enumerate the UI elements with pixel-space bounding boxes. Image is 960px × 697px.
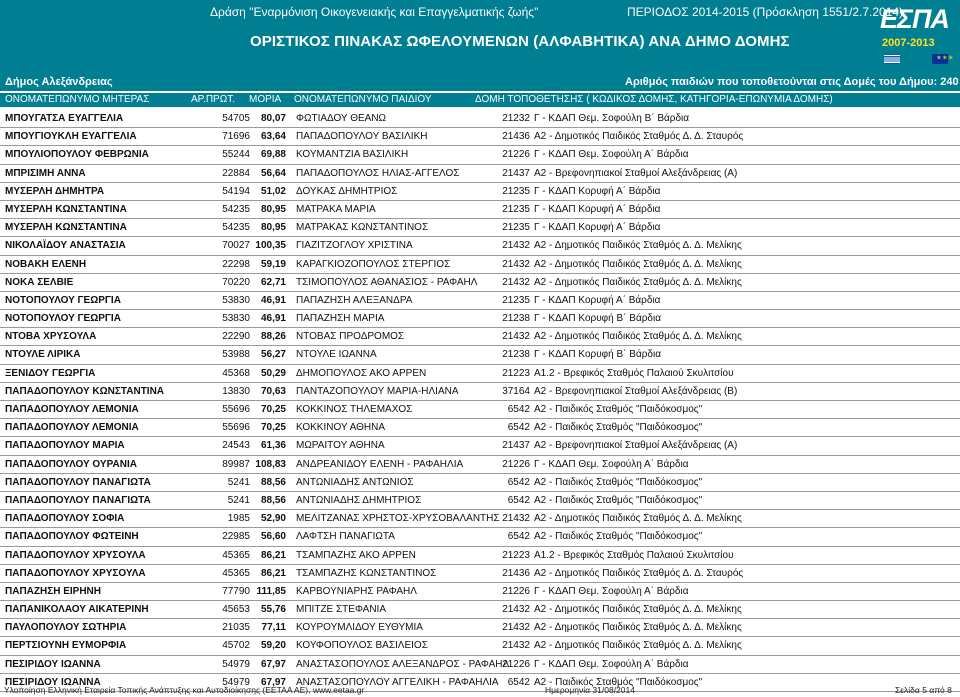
structure-code: 6542 [507, 404, 530, 415]
child-name: ΠΑΝΤΑΖΟΠΟΥΛΟΥ ΜΑΡΙΑ-ΗΛΙΑΝΑ [296, 385, 459, 397]
child-name: ΤΣΑΜΠΑΖΗΣ ΚΩΝΣΤΑΝΤΙΝΟΣ [296, 567, 437, 579]
score-value: 55,76 [260, 604, 286, 616]
mother-name: ΝΟΚΑ ΣΕΛΒΙΕ [5, 276, 74, 288]
score-value: 70,25 [260, 404, 286, 415]
child-name: ΜΑΤΡΑΚΑ ΜΑΡΙΑ [296, 203, 376, 215]
structure-name: Α2 - Δημοτικός Παιδικός Σταθμός Δ. Δ. Μελίκης [534, 604, 742, 616]
table-row [0, 601, 960, 619]
table-row [0, 583, 960, 601]
child-name: ΑΝΔΡΕΑΝΙΔΟΥ ΕΛΕΝΗ - ΡΑΦΑΗΛΙΑ [296, 458, 464, 470]
table-header [0, 92, 960, 107]
table-row [0, 510, 960, 528]
table-row [0, 274, 960, 292]
child-name: ΠΑΠΑΖΗΣΗ ΜΑΡΙΑ [296, 313, 385, 325]
structure-code: 37164 [502, 385, 530, 397]
score-value: 63,64 [260, 131, 286, 143]
structure-code: 21432 [502, 258, 530, 270]
child-name: ΓΙΑΖΙΤΖΟΓΛΟΥ ΧΡΙΣΤΙΝΑ [296, 240, 413, 252]
score-value: 70,63 [260, 385, 286, 397]
structure-code: 21238 [502, 349, 530, 361]
structure-code: 21432 [502, 513, 530, 525]
protocol-number: 89987 [222, 458, 250, 470]
program-name: Δράση "Εναρμόνιση Οικογενειακής και Επαγγελματικής ζωής" [210, 5, 539, 19]
protocol-number: 45368 [222, 367, 250, 379]
beneficiaries-table [0, 110, 960, 692]
municipality-name: Δήμος Αλεξάνδρειας [5, 76, 113, 88]
structure-code: 21432 [502, 640, 530, 652]
structure-code: 21437 [502, 440, 530, 452]
score-value: 50,29 [260, 367, 286, 379]
table-row [0, 310, 960, 328]
structure-name: Α2 - Δημοτικός Παιδικός Σταθμός Δ. Δ. Μελίκης [534, 513, 742, 525]
structure-code: 21226 [502, 149, 530, 161]
structure-name: Γ - ΚΔΑΠ Θεμ. Σοφούλη Α΄ Βάρδια [534, 585, 689, 597]
protocol-number: 53988 [222, 349, 250, 361]
mother-name: ΜΥΣΕΡΛΗ ΚΩΝΣΤΑΝΤΙΝΑ [5, 222, 127, 234]
structure-name: Γ - ΚΔΑΠ Θεμ. Σοφούλη Β΄ Βάρδια [534, 113, 690, 124]
protocol-number: 54194 [222, 185, 250, 197]
structure-code: 21437 [502, 167, 530, 179]
structure-name: Α2 - Παιδικός Σταθμός "Παιδόκοσμος" [534, 422, 703, 434]
structure-name: Α1.2 - Βρεφικός Σταθμός Παλαιού Σκυλιτσίου [534, 367, 734, 379]
child-name: ΠΑΠΑΖΗΣΗ ΑΛΕΞΑΝΔΡΑ [296, 294, 413, 306]
protocol-number: 45365 [222, 567, 250, 579]
score-value: 56,64 [260, 167, 286, 179]
score-value: 62,71 [260, 276, 286, 288]
child-name: ΔΗΜΟΠΟΥΛΟΣ ΑΚΟ ΑΡΡΕΝ [296, 367, 427, 379]
child-name: ΜΠΙΤΖΕ ΣΤΕΦΑΝΙΑ [296, 604, 386, 616]
mother-name: ΜΥΣΕΡΛΗ ΚΩΝΣΤΑΝΤΙΝΑ [5, 203, 127, 215]
structure-name: Α2 - Δημοτικός Παιδικός Σταθμός Δ. Δ. Σταυρός [534, 567, 744, 579]
protocol-number: 55696 [222, 422, 250, 434]
column-header-structure: ΔΟΜΗ ΤΟΠΟΘΕΤΗΣΗΣ ( ΚΩΔΙΚΟΣ ΔΟΜΗΣ, ΚΑΤΗΓΟΡΙΑ-ΕΠΩΝΥΜΙΑ ΔΟΜΗΣ) [475, 94, 833, 105]
municipality-bar [0, 74, 960, 91]
mother-name: ΠΑΠΑΔΟΠΟΥΛΟΥ ΜΑΡΙΑ [5, 440, 125, 452]
mother-name: ΠΕΣΙΡΙΔΟΥ ΙΩΑΝΝΑ [5, 658, 101, 670]
score-value: 67,97 [260, 676, 286, 688]
score-value: 80,95 [260, 222, 286, 234]
mother-name: ΠΑΠΑΔΟΠΟΥΛΟΥ ΚΩΝΣΤΑΝΤΙΝΑ [5, 385, 165, 397]
mother-name: ΠΑΠΑΔΟΠΟΥΛΟΥ ΛΕΜΟΝΙΑ [5, 404, 139, 415]
child-name: ΤΣΙΜΟΠΟΥΛΟΣ ΑΘΑΝΑΣΙΟΣ - ΡΑΦΑΗΛ [296, 276, 478, 288]
column-header-protocol: ΑΡ.ΠΡΩΤ. [191, 94, 235, 105]
score-value: 51,02 [260, 185, 286, 197]
structure-code: 21232 [502, 113, 530, 124]
mother-name: ΠΑΠΑΔΟΠΟΥΛΟΥ ΧΡΥΣΟΥΛΑ [5, 549, 146, 561]
mother-name: ΝΟΤΟΠΟΥΛΟΥ ΓΕΩΡΓΙΑ [5, 294, 121, 306]
child-name: ΜΑΤΡΑΚΑΣ ΚΩΝΣΤΑΝΤΙΝΟΣ [296, 222, 429, 234]
protocol-number: 54979 [222, 676, 250, 688]
child-name: ΝΤΟΥΛΕ ΙΩΑΝΝΑ [296, 349, 377, 361]
table-row [0, 237, 960, 255]
table-row [0, 346, 960, 364]
greek-flag-icon [884, 54, 900, 64]
child-name: ΛΑΦΤΣΗ ΠΑΝΑΓΙΩΤΑ [296, 531, 395, 543]
structure-name: Α2 - Δημοτικός Παιδικός Σταθμός Δ. Δ. Μελίκης [534, 258, 742, 270]
page-title: ΟΡΙΣΤΙΚΟΣ ΠΙΝΑΚΑΣ ΩΦΕΛΟΥΜΕΝΩΝ (ΑΛΦΑΒΗΤΙΚΑ) ΑΝΑ ΔΗΜΟ ΔΟΜΗΣ [250, 33, 790, 50]
score-value: 86,21 [260, 567, 286, 579]
mother-name: ΠΑΠΑΔΟΠΟΥΛΟΥ ΠΑΝΑΓΙΩΤΑ [5, 476, 151, 488]
structure-code: 21432 [502, 622, 530, 634]
structure-name: Α2 - Παιδικός Σταθμός "Παιδόκοσμος" [534, 531, 703, 543]
mother-name: ΠΑΠΑΔΟΠΟΥΛΟΥ ΧΡΥΣΟΥΛΑ [5, 567, 146, 579]
score-value: 69,88 [260, 149, 286, 161]
structure-name: Α2 - Βρεφονηπιακοί Σταθμοί Αλεξάνδρειας (Α) [534, 167, 738, 179]
mother-name: ΠΑΠΑΔΟΠΟΥΛΟΥ ΦΩΤΕΙΝΗ [5, 531, 139, 543]
column-header-score: ΜΟΡΙΑ [249, 94, 282, 105]
protocol-number: 45653 [222, 604, 250, 616]
structure-name: Γ - ΚΔΑΠ Κορυφή Β΄ Βάρδια [534, 313, 661, 325]
structure-code: 21436 [502, 567, 530, 579]
protocol-number: 21035 [222, 622, 250, 634]
espa-logo-word: ΕΣΠΑ [880, 4, 949, 34]
protocol-number: 53830 [222, 294, 250, 306]
protocol-number: 54705 [222, 113, 250, 124]
child-name: ΜΩΡΑΙΤΟΥ ΑΘΗΝΑ [296, 440, 385, 452]
protocol-number: 70027 [222, 240, 250, 252]
child-name: ΚΟΥΦΟΠΟΥΛΟΣ ΒΑΣΙΛΕΙΟΣ [296, 640, 428, 652]
child-name: ΚΑΡΑΓΚΙΟΖΟΠΟΥΛΟΣ ΣΤΕΡΓΙΟΣ [296, 258, 451, 270]
structure-code: 21238 [502, 313, 530, 325]
score-value: 61,36 [260, 440, 286, 452]
table-row [0, 619, 960, 637]
protocol-number: 54235 [222, 222, 250, 234]
page-footer [0, 684, 960, 697]
protocol-number: 70220 [222, 276, 250, 288]
mother-name: ΝΤΟΥΛΕ ΛΙΡΙΚΑ [5, 349, 81, 361]
structure-code: 21432 [502, 276, 530, 288]
column-header-child: ΟΝΟΜΑΤΕΠΩΝΥΜΟ ΠΑΙΔΙΟΥ [294, 94, 432, 105]
structure-name: Γ - ΚΔΑΠ Κορυφή Α΄ Βάρδια [534, 222, 661, 234]
mother-name: ΠΑΠΑΔΟΠΟΥΛΟΥ ΠΑΝΑΓΙΩΤΑ [5, 494, 151, 506]
mother-name: ΠΑΥΛΟΠΟΥΛΟΥ ΣΩΤΗΡΙΑ [5, 622, 127, 634]
table-row [0, 201, 960, 219]
table-row [0, 110, 960, 128]
table-row [0, 456, 960, 474]
score-value: 67,97 [260, 658, 286, 670]
mother-name: ΠΑΠΑΔΟΠΟΥΛΟΥ ΣΟΦΙΑ [5, 513, 125, 525]
structure-code: 21223 [502, 367, 530, 379]
table-row [0, 219, 960, 237]
structure-name: Γ - ΚΔΑΠ Θεμ. Σοφούλη Α΄ Βάρδια [534, 658, 689, 670]
mother-name: ΠΑΠΑΖΗΣΗ ΕΙΡΗΝΗ [5, 585, 102, 597]
structure-name: Γ - ΚΔΑΠ Κορυφή Β΄ Βάρδια [534, 349, 661, 361]
protocol-number: 13830 [222, 385, 250, 397]
table-row [0, 474, 960, 492]
child-name: ΚΟΥΜΑΝΤΖΙΑ ΒΑΣΙΛΙΚΗ [296, 149, 409, 161]
table-row [0, 128, 960, 146]
structure-code: 21432 [502, 604, 530, 616]
mother-name: ΝΟΤΟΠΟΥΛΟΥ ΓΕΩΡΓΙΑ [5, 313, 121, 325]
child-name: ΑΝΑΣΤΑΣΟΠΟΥΛΟΣ ΑΛΕΞΑΝΔΡΟΣ - ΡΑΦΑΗΛ [296, 658, 510, 670]
mother-name: ΜΠΡΙΣΙΜΗ ΑΝΝΑ [5, 167, 86, 179]
structure-code: 21235 [502, 294, 530, 306]
structure-code: 21235 [502, 222, 530, 234]
structure-name: Γ - ΚΔΑΠ Κορυφή Α΄ Βάρδια [534, 185, 661, 197]
score-value: 80,07 [260, 113, 286, 124]
mother-name: ΠΑΠΑΝΙΚΟΛΑΟΥ ΑΙΚΑΤΕΡΙΝΗ [5, 604, 149, 616]
structure-code: 6542 [507, 494, 530, 506]
child-name: ΔΟΥΚΑΣ ΔΗΜΗΤΡΙΟΣ [296, 185, 398, 197]
structure-code: 6542 [507, 422, 530, 434]
structure-name: Α2 - Παιδικός Σταθμός "Παιδόκοσμος" [534, 676, 703, 688]
child-name: ΦΩΤΙΑΔΟΥ ΘΕΑΝΩ [296, 113, 387, 124]
table-row [0, 492, 960, 510]
protocol-number: 45702 [222, 640, 250, 652]
protocol-number: 71696 [222, 131, 250, 143]
structure-name: Α2 - Δημοτικός Παιδικός Σταθμός Δ. Δ. Μελίκης [534, 622, 742, 634]
table-row [0, 547, 960, 565]
table-row [0, 292, 960, 310]
mother-name: ΜΥΣΕΡΛΗ ΔΗΜΗΤΡΑ [5, 185, 105, 197]
table-row [0, 565, 960, 583]
protocol-number: 53830 [222, 313, 250, 325]
structure-name: Α2 - Παιδικός Σταθμός "Παιδόκοσμος" [534, 476, 703, 488]
protocol-number: 45365 [222, 549, 250, 561]
structure-code: 21226 [502, 658, 530, 670]
table-row [0, 165, 960, 183]
structure-name: Γ - ΚΔΑΠ Κορυφή Α΄ Βάρδια [534, 203, 661, 215]
score-value: 77,11 [261, 622, 286, 634]
mother-name: ΠΑΠΑΔΟΠΟΥΛΟΥ ΟΥΡΑΝΙΑ [5, 458, 137, 470]
structure-name: Α2 - Δημοτικός Παιδικός Σταθμός Δ. Δ. Μελίκης [534, 276, 742, 288]
espa-logo [880, 4, 956, 68]
program-period: ΠΕΡΙΟΔΟΣ 2014-2015 (Πρόσκληση 1551/2.7.2014) [627, 5, 904, 19]
mother-name: ΜΠΟΥΓΙΟΥΚΛΗ ΕΥΑΓΓΕΛΙΑ [5, 131, 137, 143]
mother-name: ΠΑΠΑΔΟΠΟΥΛΟΥ ΛΕΜΟΝΙΑ [5, 422, 139, 434]
table-row [0, 328, 960, 346]
espa-logo-years: 2007-2013 [882, 37, 935, 49]
score-value: 70,25 [260, 422, 286, 434]
structure-name: Γ - ΚΔΑΠ Κορυφή Α΄ Βάρδια [534, 294, 661, 306]
structure-name: Α2 - Βρεφονηπιακοί Σταθμοί Αλεξάνδρειας (Β) [534, 385, 738, 397]
structure-name: Α2 - Δημοτικός Παιδικός Σταθμός Δ. Δ. Μελίκης [534, 240, 742, 252]
score-value: 59,20 [260, 640, 286, 652]
score-value: 86,21 [260, 549, 286, 561]
protocol-number: 24543 [222, 440, 250, 452]
score-value: 80,95 [260, 203, 286, 215]
score-value: 111,85 [256, 585, 286, 597]
structure-code: 21223 [502, 549, 530, 561]
protocol-number: 5241 [227, 494, 250, 506]
table-row [0, 528, 960, 546]
child-name: ΚΑΡΒΟΥΝΙΑΡΗΣ ΡΑΦΑΗΛ [296, 585, 417, 597]
child-name: ΜΕΛΙΤΖΑΝΑΣ ΧΡΗΣΤΟΣ-ΧΡΥΣΟΒΑΛΑΝΤΗΣ [296, 513, 500, 525]
mother-name: ΜΠΟΥΛΙΟΠΟΥΛΟΥ ΦΕΒΡΩΝΙΑ [5, 149, 149, 161]
child-name: ΝΤΟΒΑΣ ΠΡΟΔΡΟΜΟΣ [296, 331, 405, 343]
child-name: ΠΑΠΑΔΟΠΟΥΛΟΥ ΒΑΣΙΛΙΚΗ [296, 131, 428, 143]
score-value: 56,60 [260, 531, 286, 543]
structure-code: 21436 [502, 131, 530, 143]
table-row [0, 637, 960, 655]
score-value: 100,35 [255, 240, 286, 252]
protocol-number: 5241 [227, 476, 250, 488]
protocol-number: 22290 [222, 331, 250, 343]
score-value: 59,19 [260, 258, 286, 270]
structure-name: Γ - ΚΔΑΠ Θεμ. Σοφούλη Α΄ Βάρδια [534, 458, 689, 470]
mother-name: ΜΠΟΥΓΑΤΣΑ ΕΥΑΓΓΕΛΙΑ [5, 113, 124, 124]
structure-name: Α2 - Δημοτικός Παιδικός Σταθμός Δ. Δ. Μελίκης [534, 331, 742, 343]
score-value: 52,90 [260, 513, 286, 525]
mother-name: ΠΕΣΙΡΙΔΟΥ ΙΩΑΝΝΑ [5, 676, 101, 688]
table-row [0, 401, 960, 419]
structure-code: 21432 [502, 240, 530, 252]
protocol-number: 22298 [222, 258, 250, 270]
structure-code: 21226 [502, 458, 530, 470]
child-name: ΚΟΚΚΙΝΟΥ ΑΘΗΝΑ [296, 422, 386, 434]
protocol-number: 54979 [222, 658, 250, 670]
structure-code: 6542 [507, 676, 530, 688]
table-row [0, 146, 960, 164]
child-name: ΚΟΥΡΟΥΜΛΙΔΟΥ ΕΥΘΥΜΙΑ [296, 622, 423, 634]
child-name: ΑΝΑΣΤΑΣΟΠΟΥΛΟΥ ΑΓΓΕΛΙΚΗ - ΡΑΦΑΗΛΙΑ [296, 676, 499, 688]
structure-code: 21235 [502, 203, 530, 215]
table-row [0, 437, 960, 455]
child-name: ΚΟΚΚΙΝΟΣ ΤΗΛΕΜΑΧΟΣ [296, 404, 413, 415]
structure-name: Γ - ΚΔΑΠ Θεμ. Σοφούλη Α΄ Βάρδια [534, 149, 689, 161]
table-row [0, 183, 960, 201]
score-value: 108,83 [255, 458, 286, 470]
structure-name: Α2 - Δημοτικός Παιδικός Σταθμός Δ. Δ. Σταυρός [534, 131, 744, 143]
child-name: ΑΝΤΩΝΙΑΔΗΣ ΔΗΜΗΤΡΙΟΣ [296, 494, 422, 506]
structure-name: Α2 - Παιδικός Σταθμός "Παιδόκοσμος" [534, 404, 703, 415]
child-name: ΠΑΠΑΔΟΠΟΥΛΟΣ ΗΛΙΑΣ-ΑΓΓΕΛΟΣ [296, 167, 460, 179]
structure-code: 21432 [502, 331, 530, 343]
protocol-number: 22985 [222, 531, 250, 543]
score-value: 46,91 [260, 294, 286, 306]
protocol-number: 22884 [222, 167, 250, 179]
structure-name: Α1.2 - Βρεφικός Σταθμός Παλαιού Σκυλιτσίου [534, 549, 734, 561]
score-value: 56,27 [260, 349, 286, 361]
structure-code: 21226 [502, 585, 530, 597]
footer-page-number: Σελίδα 5 από 8 [895, 685, 952, 695]
mother-name: ΝΟΒΑΚΗ ΕΛΕΝΗ [5, 258, 87, 270]
child-name: ΤΣΑΜΠΑΖΗΣ ΑΚΟ ΑΡΡΕΝ [296, 549, 416, 561]
structure-code: 21235 [502, 185, 530, 197]
table-row [0, 365, 960, 383]
mother-name: ΞΕΝΙΔΟΥ ΓΕΩΡΓΙΑ [5, 367, 96, 379]
column-header-mother: ΟΝΟΜΑΤΕΠΩΝΥΜΟ ΜΗΤΕΡΑΣ [5, 94, 150, 105]
protocol-number: 1985 [227, 513, 250, 525]
mother-name: ΠΕΡΤΣΙΟΥΝΗ ΕΥΜΟΡΦΙΑ [5, 640, 127, 652]
eu-flag-icon: ✶✶✶ [932, 54, 948, 64]
structure-code: 6542 [507, 476, 530, 488]
logo-flags [880, 54, 956, 64]
protocol-number: 55696 [222, 404, 250, 415]
table-row [0, 383, 960, 401]
protocol-number: 77790 [222, 585, 250, 597]
score-value: 88,26 [260, 331, 286, 343]
structure-name: Α2 - Παιδικός Σταθμός "Παιδόκοσμος" [534, 494, 703, 506]
score-value: 88,56 [260, 494, 286, 506]
mother-name: ΝΤΟΒΑ ΧΡΥΣΟΥΛΑ [5, 331, 97, 343]
table-row [0, 419, 960, 437]
protocol-number: 54235 [222, 203, 250, 215]
score-value: 46,91 [260, 313, 286, 325]
score-value: 88,56 [260, 476, 286, 488]
footer-implementer: Υλοποίηση Ελληνική Εταιρεία Τοπικής Ανάπτυξης και Αυτοδιοίκησης (ΕΕΤΑΑ ΑΕ), www.eetaa.gr [4, 685, 365, 695]
mother-name: ΝΙΚΟΛΑΪΔΟΥ ΑΝΑΣΤΑΣΙΑ [5, 240, 126, 252]
protocol-number: 55244 [222, 149, 250, 161]
top-banner [0, 0, 960, 74]
structure-name: Α2 - Βρεφονηπιακοί Σταθμοί Αλεξάνδρειας (Α) [534, 440, 738, 452]
structure-code: 6542 [507, 531, 530, 543]
footer-date: Ημερομηνία 31/08/2014 [545, 685, 635, 695]
child-name: ΑΝΤΩΝΙΑΔΗΣ ΑΝΤΩΝΙΟΣ [296, 476, 414, 488]
table-row [0, 656, 960, 674]
children-count: Αριθμός παιδιών που τοποθετούνται στις Δομές του Δήμου: 240 [625, 76, 959, 88]
structure-name: Α2 - Δημοτικός Παιδικός Σταθμός Δ. Δ. Μελίκης [534, 640, 742, 652]
table-row [0, 256, 960, 274]
